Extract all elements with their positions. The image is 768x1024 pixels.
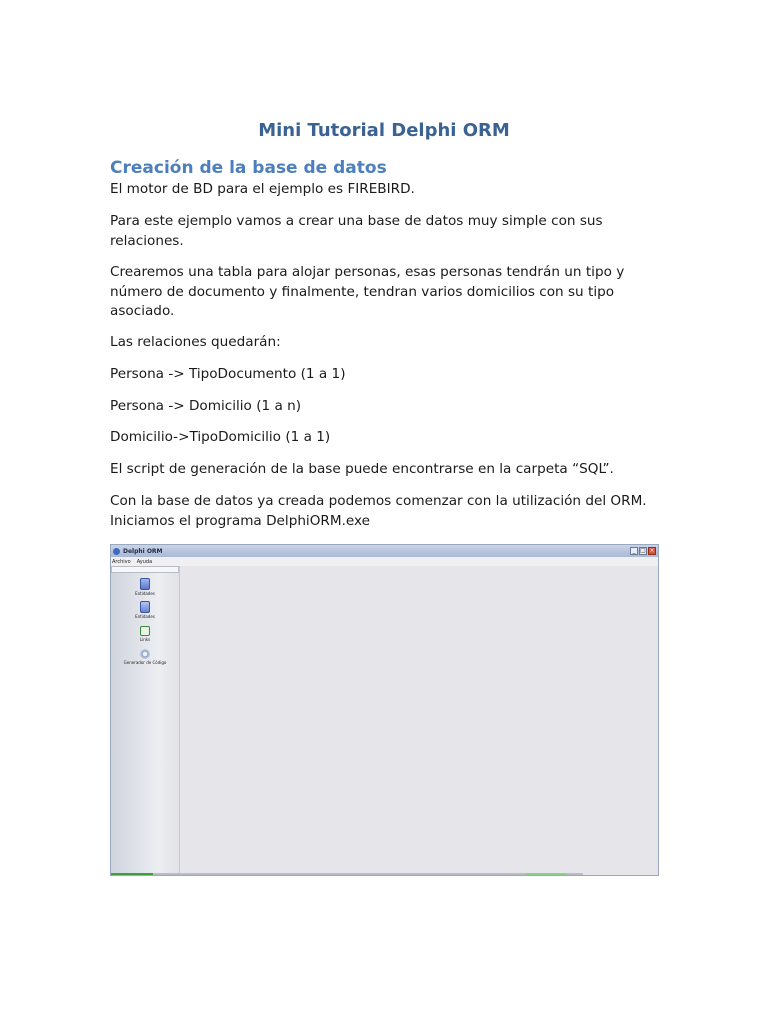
tool-label: Links <box>139 637 151 642</box>
paragraph-7: Domicilio->TipoDomicilio (1 a 1) <box>110 429 331 445</box>
close-button[interactable]: × <box>649 547 655 554</box>
window-body <box>111 566 658 875</box>
window-title: Delphi ORM <box>123 547 163 555</box>
tool-links[interactable] <box>111 626 179 642</box>
tool-entidades-1[interactable] <box>111 578 179 596</box>
tool-entidades-2[interactable] <box>111 601 179 619</box>
tool-label: Entidades <box>135 614 155 619</box>
section-heading: Creación de la base de datos <box>110 158 387 178</box>
page-title: Mini Tutorial Delphi ORM <box>258 120 510 141</box>
sidebar-header <box>111 566 179 573</box>
app-screenshot <box>110 544 659 876</box>
work-area <box>180 566 658 875</box>
paragraph-2: Para este ejemplo vamos a crear una base de datos muy simple con sus relaciones. <box>110 213 603 249</box>
tool-generador[interactable] <box>111 649 179 665</box>
paragraph-5: Persona -> TipoDocumento (1 a 1) <box>110 366 346 382</box>
paragraph-1: El motor de BD para el ejemplo es FIREBIRD. <box>110 181 415 197</box>
maximize-button[interactable]: □ <box>640 547 646 554</box>
status-marker <box>526 873 566 875</box>
tool-sidebar <box>111 566 180 875</box>
window-titlebar <box>111 545 658 557</box>
database-icon <box>140 578 150 590</box>
database-icon <box>140 601 150 613</box>
paragraph-8: El script de generación de la base puede encontrarse en la carpeta “SQL”. <box>110 461 614 477</box>
status-progress <box>111 873 153 875</box>
paragraph-6: Persona -> Domicilio (1 a n) <box>110 398 302 414</box>
app-icon <box>113 548 120 555</box>
menu-ayuda[interactable]: Ayuda <box>136 558 153 565</box>
tool-label: Entidades <box>135 591 155 596</box>
paragraph-3: Crearemos una tabla para alojar personas, esas personas tendrán un tipo y número de documento y finalmente, tendran varios domicilios con su tipo asociado. <box>110 264 625 319</box>
gear-icon <box>140 649 150 659</box>
paragraph-9: Con la base de datos ya creada podemos comenzar con la utilización del ORM. Iniciamos el programa DelphiORM.exe <box>110 493 647 529</box>
paragraph-4: Las relaciones quedarán: <box>110 334 281 350</box>
tool-label: Generador de Código <box>123 660 167 665</box>
menu-archivo[interactable]: Archivo <box>112 558 131 565</box>
minimize-button[interactable]: _ <box>630 547 638 555</box>
link-icon <box>140 626 150 636</box>
status-bar <box>111 873 583 875</box>
